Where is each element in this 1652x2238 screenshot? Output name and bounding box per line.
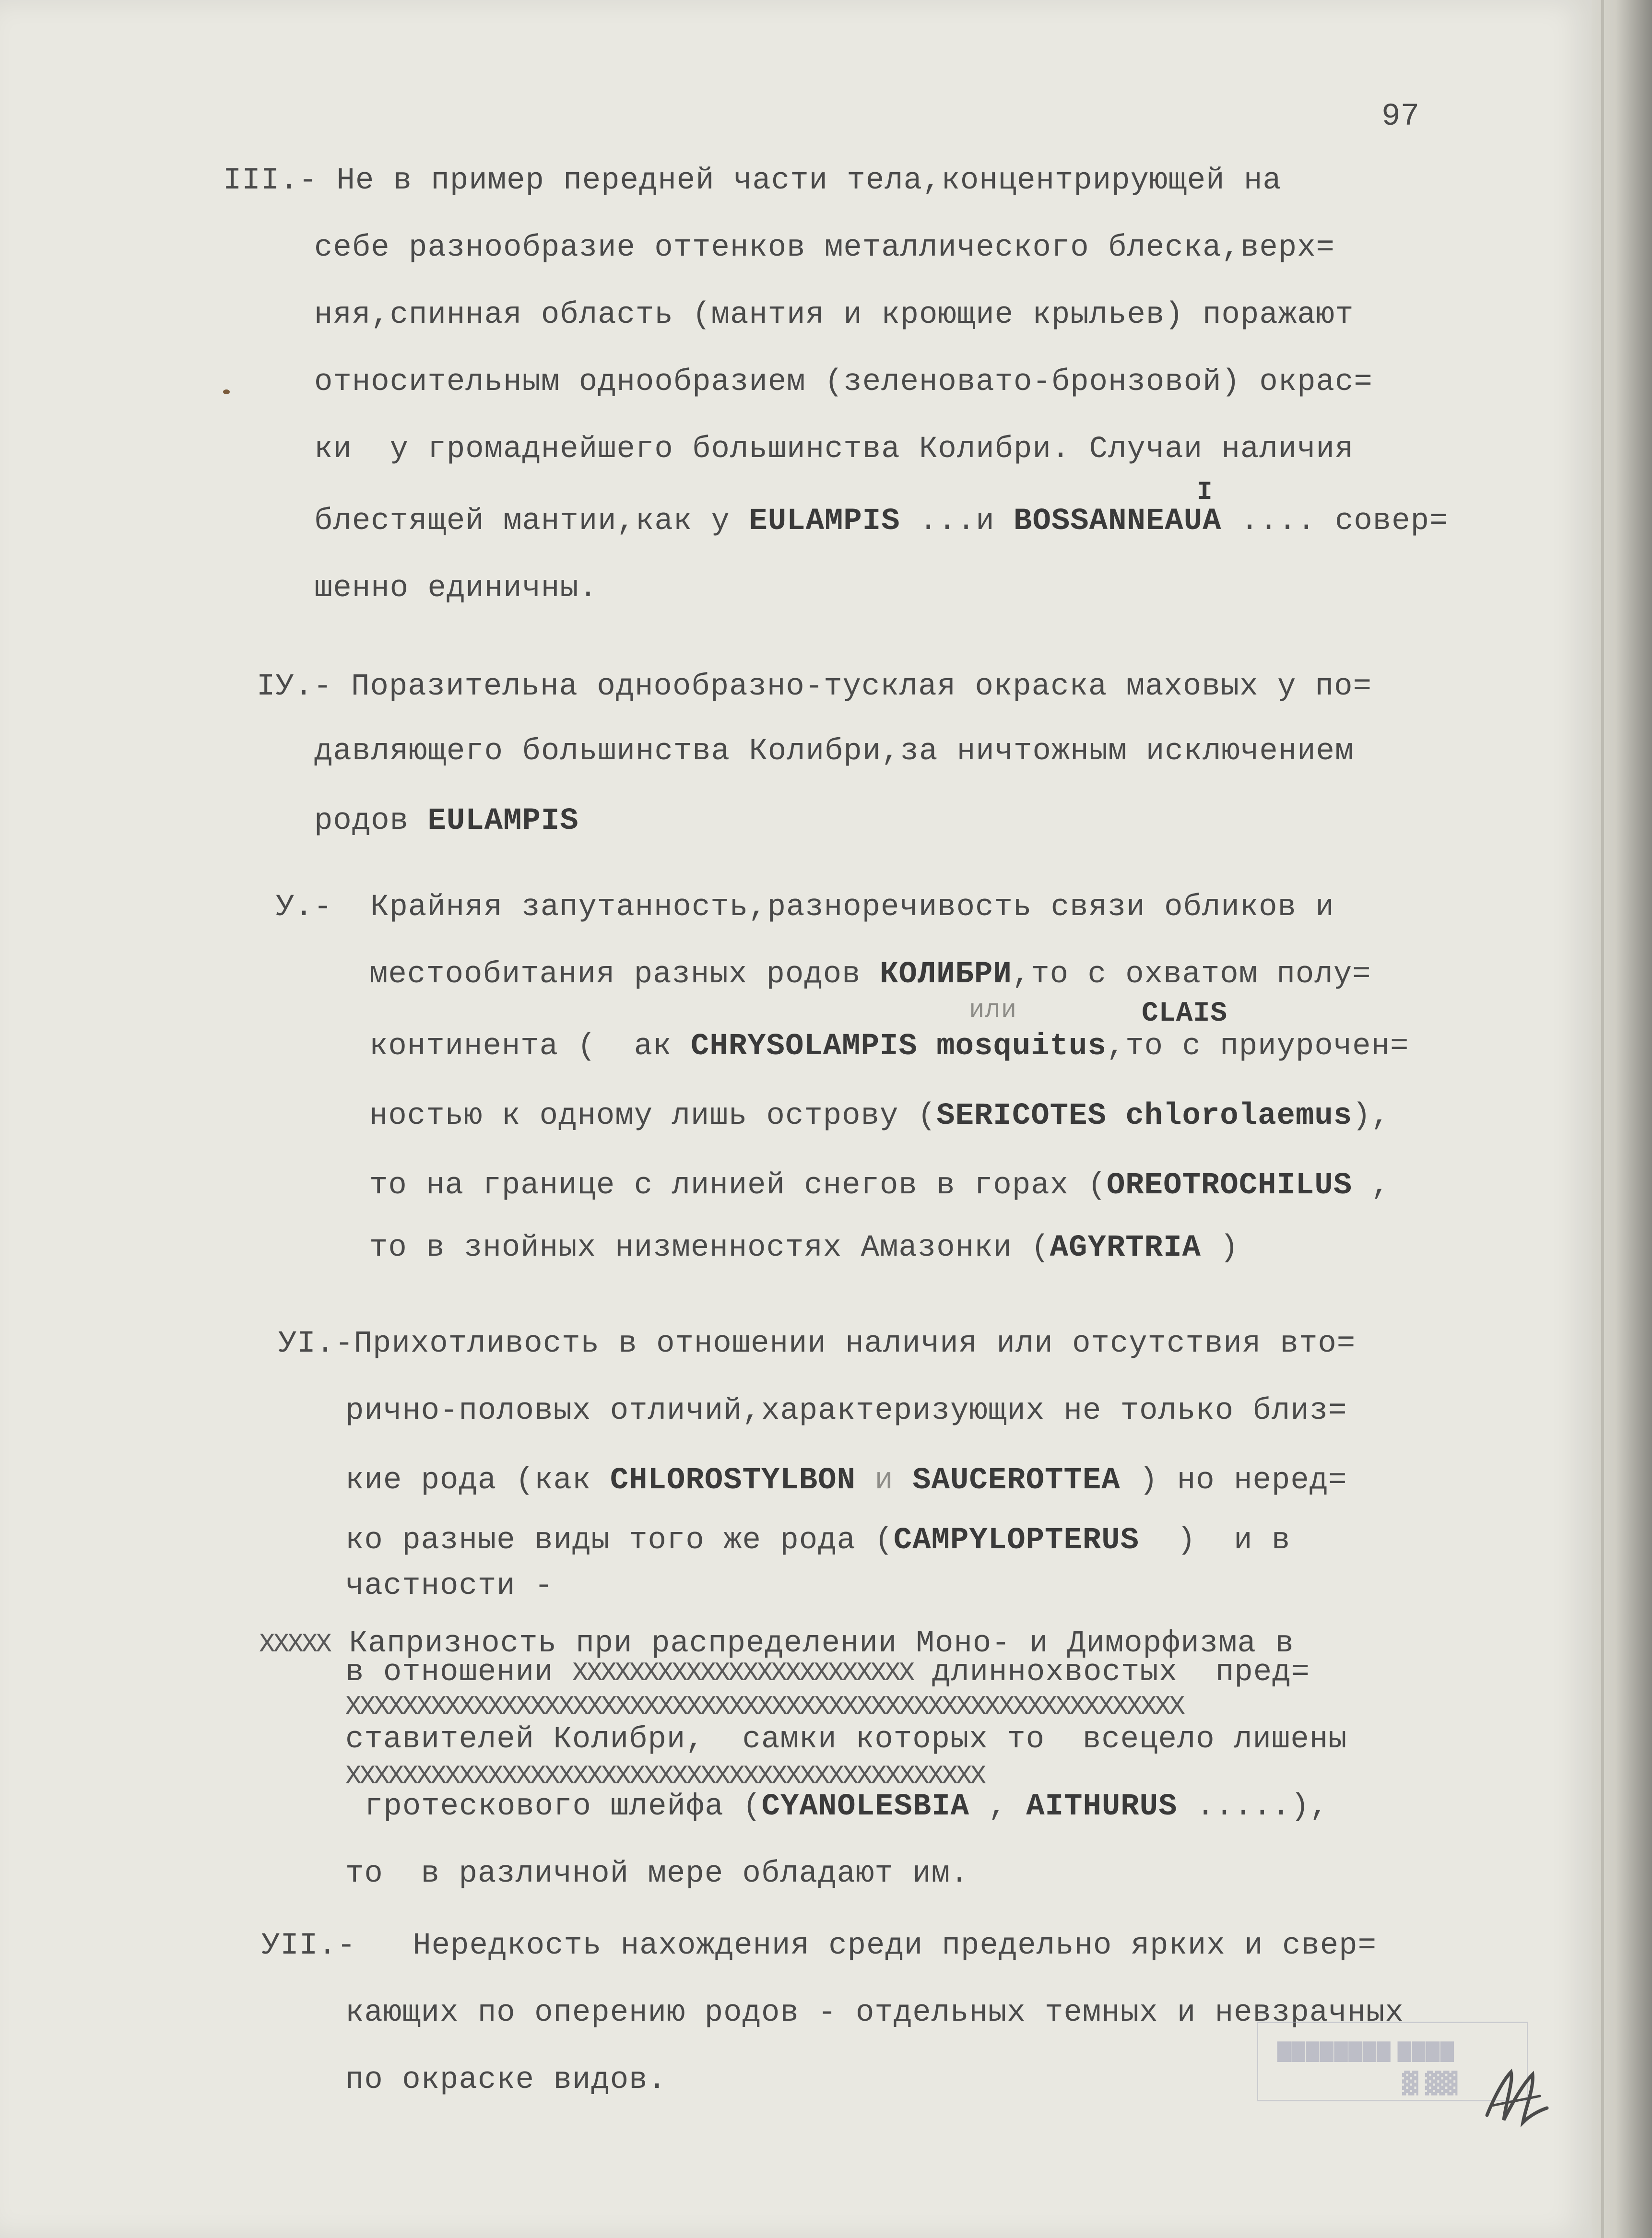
species-sericotes: SERICOTES chlorolaemus [936,1099,1353,1133]
species-chrysolampis: CHRYSOLAMPIS mosquitus [690,1029,1107,1064]
section-vii-line-2: кающих по оперению родов - отдельных темных и невзрачных [345,1996,1404,2030]
strikeout: XXXXX [259,1629,330,1660]
section-vi-line-1: УI.-Прихотливость в отношении наличия или отсутствия вто= [278,1327,1356,1361]
section-iii-line-2: себе разнообразие оттенков металлического блеска,верх= [314,231,1335,265]
section-v-line-3: континента ( ак CHRYSOLAMPIS mosquitus,то с приурочен= [369,1029,1409,1064]
section-vi-line-5: частности - [345,1569,554,1603]
section-vi-line-7: в отношении XXXXXXXXXXXXXXXXXXXXXXXX длиннохвостых пред= [345,1655,1310,1690]
section-vi-line-2: рично-половых отличий,характеризующих не только близ= [345,1394,1347,1428]
genus-bossanneaua: BOSSANNEAUA [1014,504,1222,539]
genus-chlorostylbon: CHLOROSTYLBON [610,1463,856,1498]
margin-mark [223,389,230,394]
genus-cyanolesbia: CYANOLESBIA [761,1790,969,1824]
page-edge [1592,0,1652,2238]
library-stamp: ████████ ████ ▓ ▓▓ [1257,2022,1528,2101]
strikeout-line: XXXXXXXXXXXXXXXXXXXXXXXXXXXXXXXXXXXXXXXXXXXXXXXXXXXXXXXXXXX [345,1691,1183,1722]
section-iv-line-3: родов EULAMPIS [314,804,579,838]
section-vii-line-3: по окраске видов. [345,2063,667,2097]
section-iii-line-7: шенно единичны. [314,571,598,606]
section-v-line-5: то на границе с линией снегов в горах (OREOTROCHILUS , [369,1168,1390,1203]
strikeout-line: XXXXXXXXXXXXXXXXXXXXXXXXXXXXXXXXXXXXXXXXXXXXX [345,1761,985,1791]
genus-clais: CLAIS [1142,998,1228,1029]
genus-eulampis: EULAMPIS [749,504,900,539]
genus-agyrtria: AGYRTRIA [1050,1231,1201,1265]
insertion-mark: I [1197,478,1213,507]
section-iv-line-2: давляющего большинства Колибри,за ничтожным исключением [314,734,1354,769]
genus-saucerottea: SAUCEROTTEA [912,1463,1121,1498]
section-iv-line-1: IУ.- Поразительна однообразно-тусклая окраска маховых у по= [257,670,1372,704]
section-iii-line-6: блестящей мантии,как у EULAMPIS ...и BOSSANNEAUA .... совер= [314,504,1449,539]
section-v-line-6: то в знойных низменностях Амазонки (AGYRTRIA ) [369,1231,1239,1265]
section-iii-line-1: III.- Не в пример передней части тела,концентрирующей на [223,164,1282,198]
binding-fold [1601,0,1604,2238]
genus-aithurus: AITHURUS [1026,1790,1178,1824]
section-vii-line-1: УII.- Нередкость нахождения среди предельно ярких и свер= [261,1929,1377,1963]
genus-eulampis-2: EULAMPIS [427,804,579,838]
word-kolibri: КОЛИБРИ [879,957,1012,992]
section-v-line-4: ностью к одному лишь острову (SERICOTES chlorolaemus), [369,1099,1390,1133]
strikeout: XXXXXXXXXXXXXXXXXXXXXXXX [572,1658,913,1688]
section-iii-line-5: ки у громаднейшего большинства Колибри. Случаи наличия [314,432,1354,467]
section-vi-line-3: кие рода (как CHLOROSTYLBON и SAUCEROTTEA ) но неред= [345,1463,1347,1498]
section-vi-line-9: гротескового шлейфа (CYANOLESBIA , AITHURUS .....), [365,1790,1329,1824]
insertion-ili: или [969,996,1017,1025]
section-iii-line-4: относительным однообразием (зеленовато-бронзовой) окрас= [314,365,1373,400]
section-v-line-1: У.- Крайняя запутанность,разноречивость связи обликов и [276,890,1334,925]
section-vi-line-8: ставителей Колибри, самки которых то всецело лишены [345,1722,1347,1757]
section-iii-line-3: няя,спинная область (мантия и кроющие крыльев) поражают [314,298,1354,332]
page-number: 97 [1381,98,1420,134]
section-vi-line-4: ко разные виды того же рода (CAMPYLOPTERUS ) и в [345,1523,1291,1558]
genus-oreotrochilus: OREOTROCHILUS [1106,1168,1353,1203]
section-vi-line-10: то в различной мере обладают им. [345,1857,969,1891]
section-v-line-2: местообитания разных родов КОЛИБРИ,то с охватом полу= [369,957,1371,992]
section-vi-line-6: XXXXX Капризность при распределении Моно- и Диморфизма в [259,1626,1294,1661]
handwritten-signature [1477,2062,1554,2130]
genus-campylopterus: CAMPYLOPTERUS [893,1523,1140,1558]
